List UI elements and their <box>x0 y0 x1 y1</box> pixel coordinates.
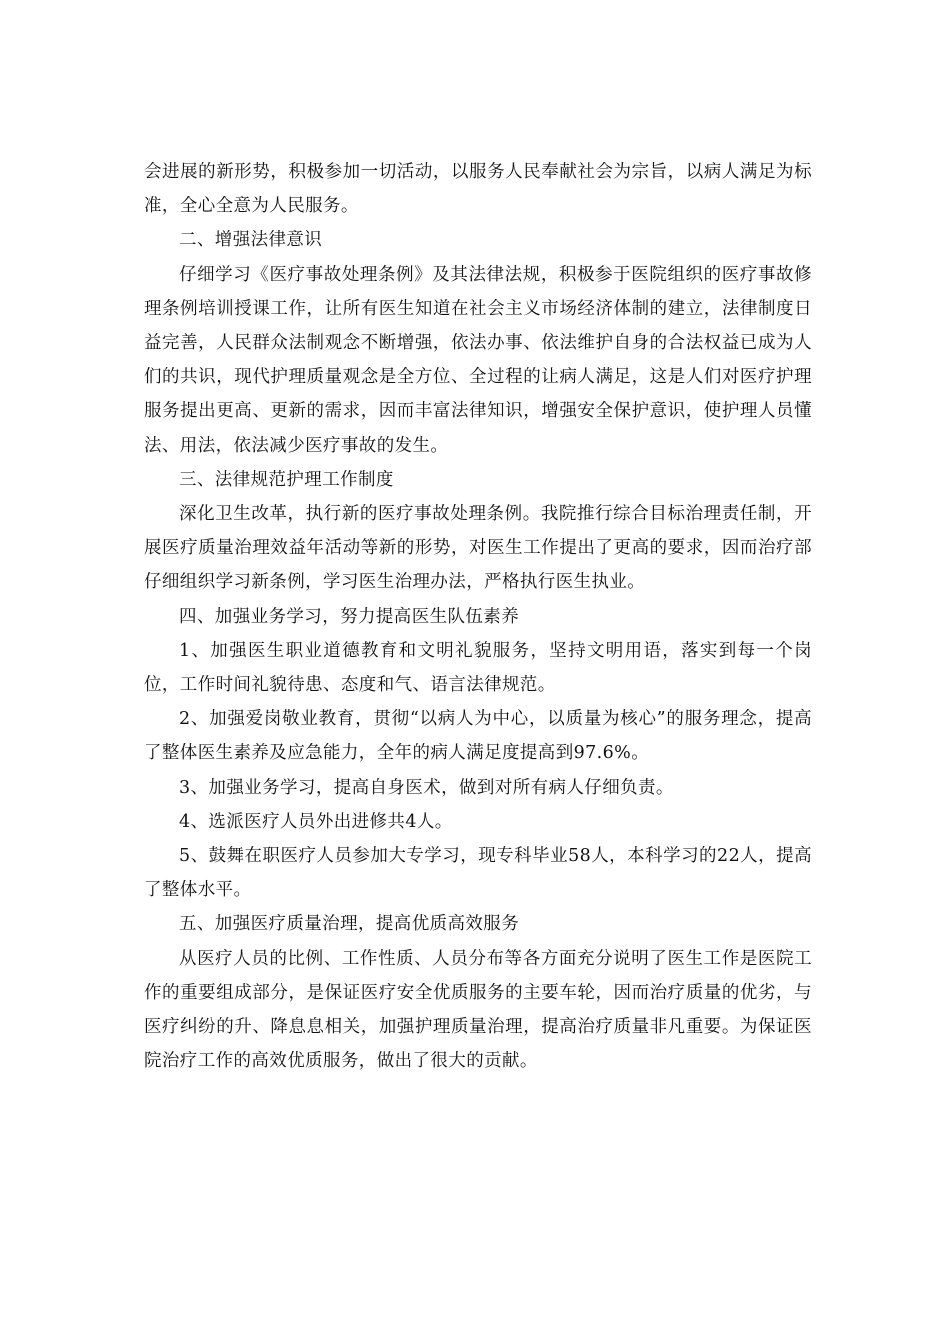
paragraph-nursing-regulations: 深化卫生改革，执行新的医疗事故处理条例。我院推行综合目标治理责任制，开展医疗质量治理效益年活动等新的形势，对医生工作提出了更高的要求，因而治疗部仔细组织学习新条例，学习医生治理办法，严格执行医生执业。 <box>144 504 812 593</box>
paragraph-quality-management: 从医疗人员的比例、工作性质、人员分布等各方面充分说明了医生工作是医院工作的重要组成部分，是保证医疗安全优质服务的主要车轮，因而治疗质量的优劣，与医疗纠纷的升、降息息相关，加强护理质量治理，提高治疗质量非凡重要。为保证医院治疗工作的高效优质服务，做出了很大的贡献。 <box>144 948 812 1072</box>
section-heading-3: 三、法律规范护理工作制度 <box>179 469 394 490</box>
section-heading-2: 二、增强法律意识 <box>179 230 323 251</box>
paragraph-continued: 会进展的新形势，积极参加一切活动，以服务人民奉献社会为宗旨，以病人满足为标准，全心全意为人民服务。 <box>144 162 812 217</box>
list-item-5: 5、鼓舞在职医疗人员参加大专学习，现专科毕业58人，本科学习的22人，提高了整体水平。 <box>144 846 812 901</box>
paragraph-legal-awareness: 仔细学习《医疗事故处理条例》及其法律法规，积极参于医院组织的医疗事故修理条例培训授课工作，让所有医生知道在社会主义市场经济体制的建立，法律制度日益完善，人民群众法制观念不断增强，依法办事、依法维护自身的合法权益已成为人们的共识，现代护理质量观念是全方位、全过程的让病人满足，这是人们对医疗护理服务提出更高、更新的需求，因而丰富法律知识，增强安全保护意识，使护理人员懂法、用法，依法减少医疗事故的发生。 <box>144 264 812 456</box>
section-heading-5: 五、加强医疗质量治理，提高优质高效服务 <box>179 914 520 935</box>
list-item-2: 2、加强爱岗敬业教育，贯彻“以病人为中心，以质量为核心”的服务理念，提高了整体医生素养及应急能力，全年的病人满足度提高到97.6%。 <box>144 709 812 764</box>
list-item-4: 4、选派医疗人员外出进修共4人。 <box>179 811 453 832</box>
document-body <box>144 155 812 1078</box>
section-heading-4: 四、加强业务学习，努力提高医生队伍素养 <box>179 606 520 627</box>
list-item-1: 1、加强医生职业道德教育和文明礼貌服务，坚持文明用语，落实到每一个岗位，工作时间礼貌待患、态度和气、语言法律规范。 <box>144 640 812 696</box>
list-item-3: 3、加强业务学习，提高自身医术，做到对所有病人仔细负责。 <box>179 777 674 798</box>
